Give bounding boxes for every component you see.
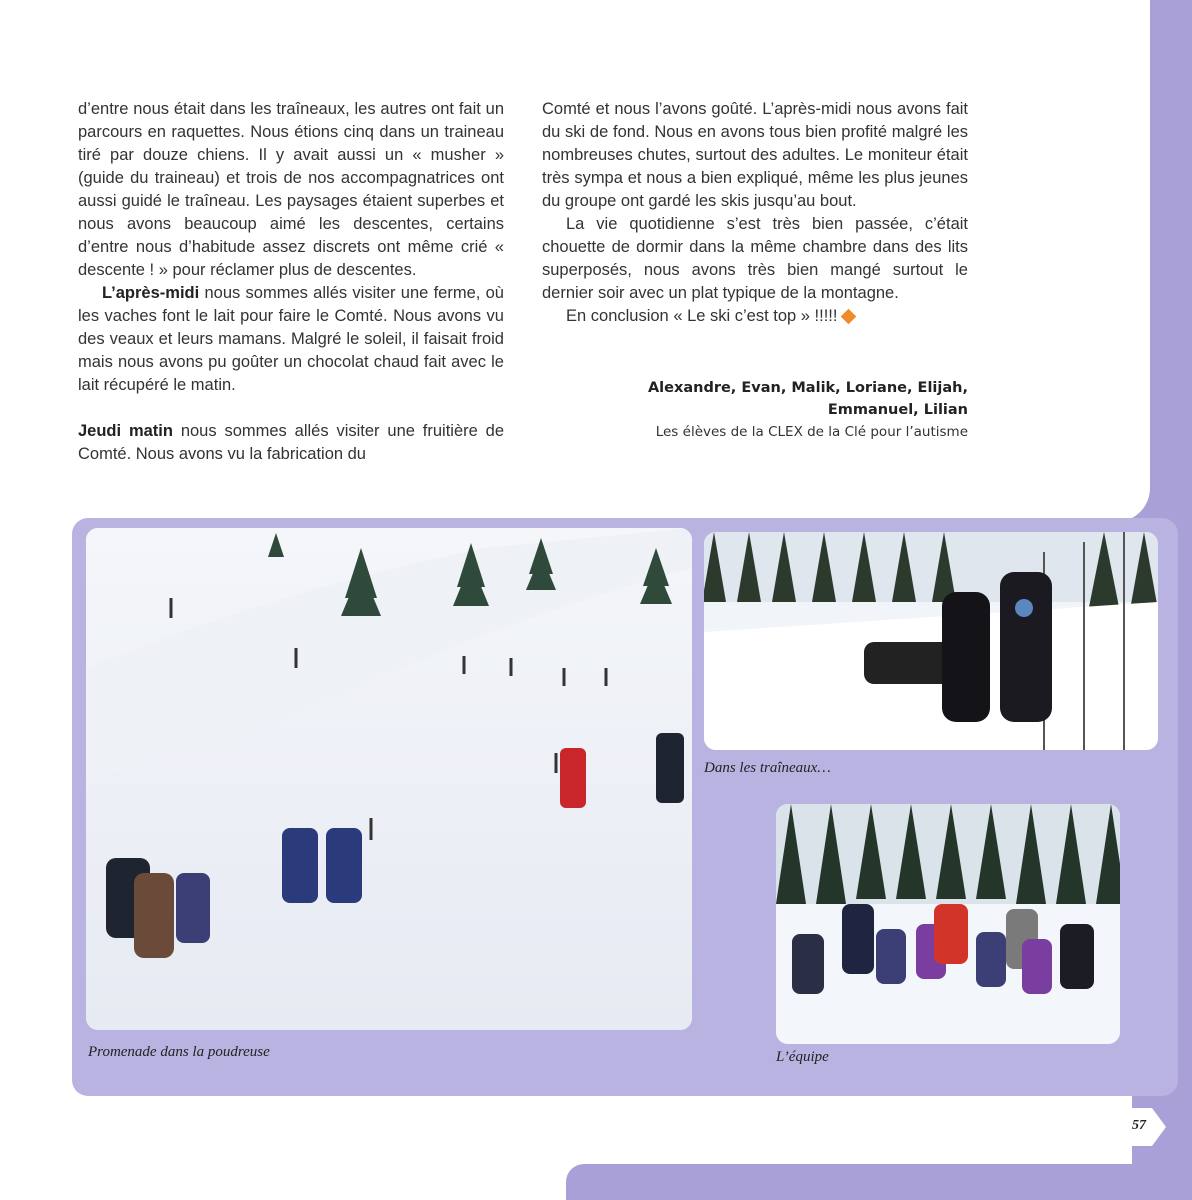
paragraph-ski-de-fond: Comté et nous l’avons goûté. L’après-midi nous avons fait du ski de fond. Nous en avons tous bien profité malgré les nombreuses chutes, surtout des adultes. Le moniteur était très sympa et nous a bien expliqué, même les plus jeunes du groupe ont gardé les skis jusqu’au bout. — [542, 100, 968, 210]
caption-traineaux: Dans les traîneaux… — [704, 760, 831, 776]
page-number: 57 — [1132, 1118, 1146, 1133]
authors-line-2: Emmanuel, Lilian — [827, 402, 968, 418]
lead-apres-midi: L’après-midi — [102, 284, 200, 302]
authors-names — [542, 377, 968, 421]
caption-promenade: Promenade dans la poudreuse — [88, 1044, 270, 1060]
photo-dog-sled — [704, 532, 1158, 750]
bottom-purple-tab — [566, 1164, 1192, 1200]
paragraph-vie-quotidienne: La vie quotidienne s’est très bien passée, c’était chouette de dormir dans la même chambre dans des lits superposés, nous avons très bien mangé surtout le dernier soir avec un plat typique de la montagne. — [542, 215, 968, 302]
photo-promenade-snow — [86, 528, 692, 1030]
caption-equipe: L’équipe — [776, 1049, 829, 1065]
paragraph-traineaux: d’entre nous était dans les traîneaux, les autres ont fait un parcours en raquettes. Nous étions cinq dans un traineau tiré par douze chiens. Il y avait aussi un « musher » (guide du traineau) et trois de nos accompagnatrices ont aussi guidé le traîneau. Les paysages étaient superbes et nous avons beaucoup aimé les descentes, certains d’entre nous d’habitude assez discrets ont même crié « descente ! » pour réclamer plus de descentes. — [78, 100, 504, 279]
paragraph-jeudi-matin — [78, 420, 504, 466]
article-column-right — [542, 98, 968, 328]
diamond-icon — [841, 309, 857, 325]
article-column-left — [78, 98, 504, 466]
photo-team-group — [776, 804, 1120, 1044]
text-apres-midi: nous sommes allés visiter une ferme, où les vaches font le lait pour faire le Comté. Nous avons vu des veaux et leurs mamans. Malgré le soleil, il faisait froid mais nous avons pu goûter un chocolat chaud fait avec le lait récupéré le matin. — [78, 284, 504, 394]
paragraph-conclusion — [542, 305, 968, 328]
authors-line-1: Alexandre, Evan, Malik, Loriane, Elijah, — [647, 380, 968, 396]
text-conclusion: En conclusion « Le ski c’est top » !!!!! — [566, 307, 838, 325]
authors-organization: Les élèves de la CLEX de la Clé pour l’autisme — [655, 424, 968, 440]
text-jeudi-matin: nous sommes allés visiter une fruitière de Comté. Nous avons vu la fabrication du — [78, 422, 505, 463]
lead-jeudi-matin: Jeudi matin — [78, 422, 173, 440]
paragraph-apres-midi — [78, 282, 504, 397]
